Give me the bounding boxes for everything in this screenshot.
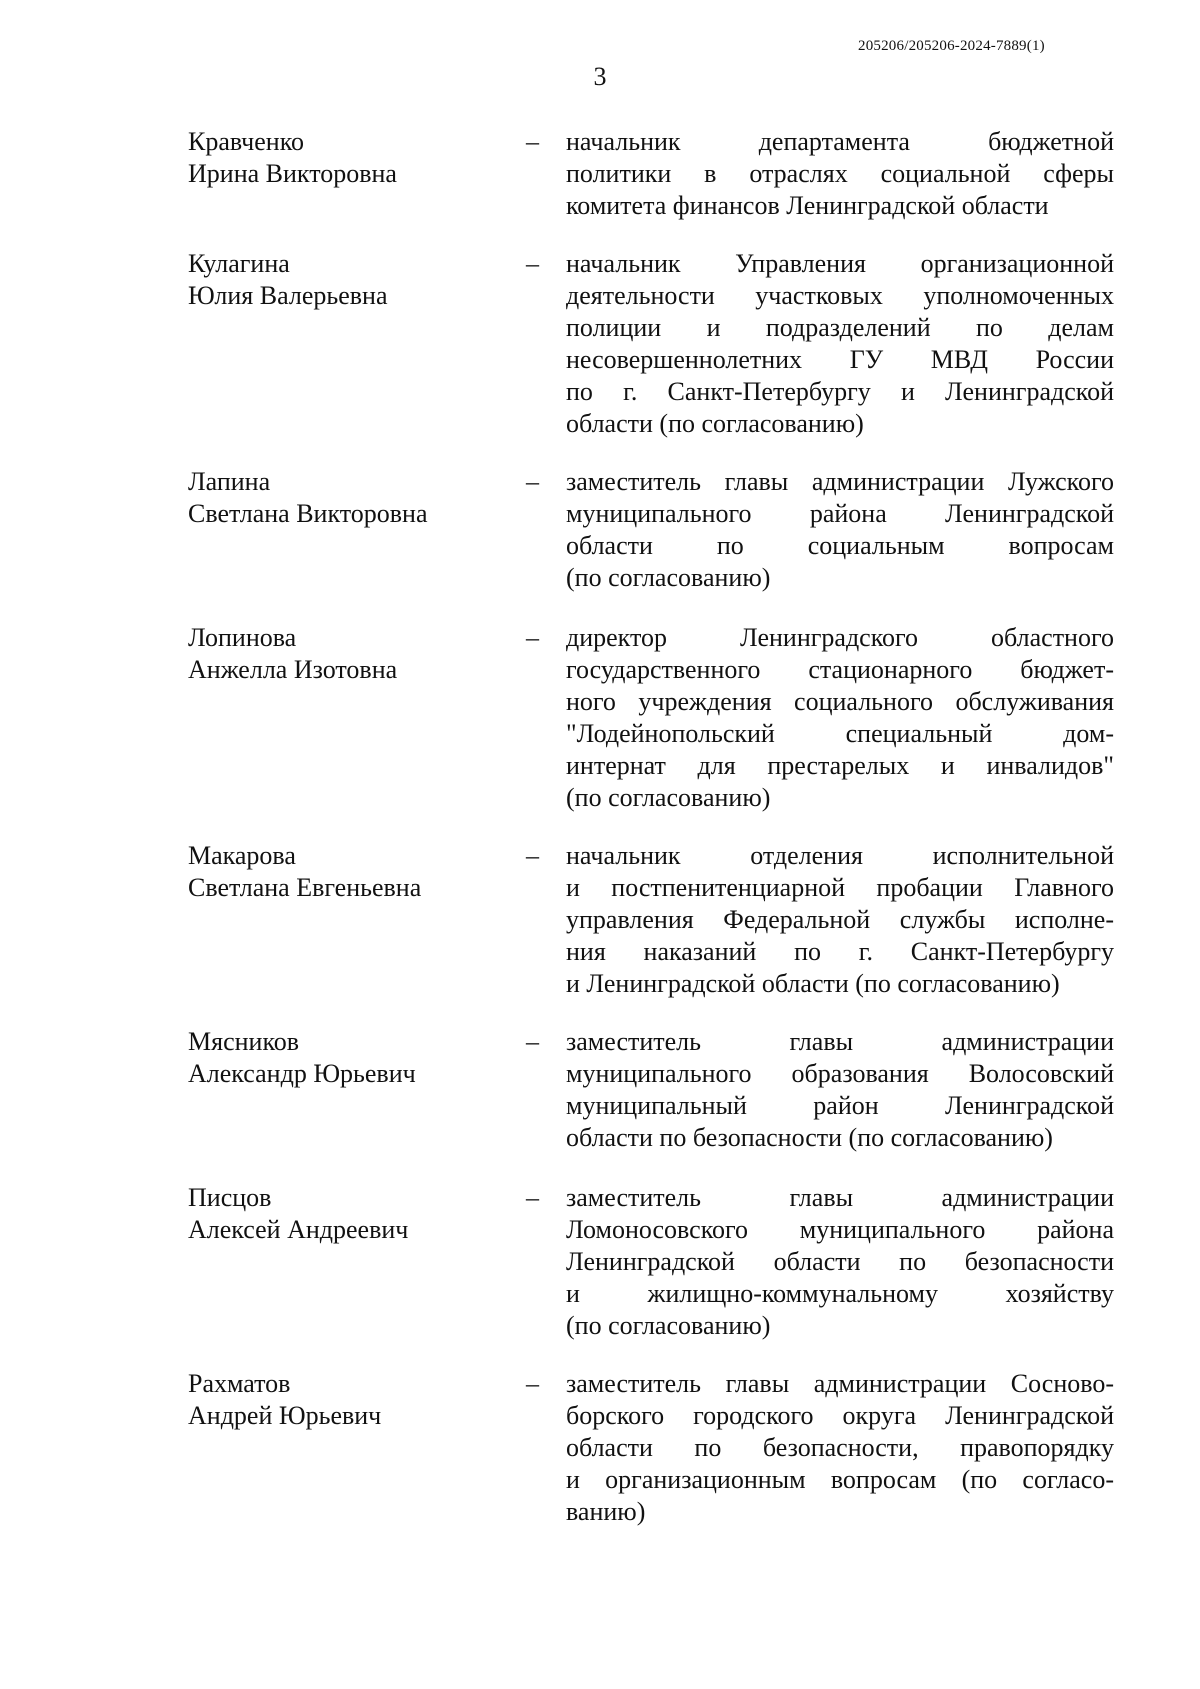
member-name xyxy=(188,840,488,904)
member-role xyxy=(566,1026,1114,1154)
member-given-name: Анжелла Изотовна xyxy=(188,655,398,684)
role-line: (по согласованию) xyxy=(566,783,771,812)
page-number: 3 xyxy=(593,62,607,91)
role-line: борского городского округа Ленинградской xyxy=(566,1401,1114,1430)
role-line: области по безопасности, правопорядку xyxy=(566,1433,1114,1462)
member-role xyxy=(566,1182,1114,1342)
separator-dash: – xyxy=(526,623,539,652)
role-line: и жилищно-коммунальному хозяйству xyxy=(566,1279,1114,1308)
separator-dash: – xyxy=(526,249,539,278)
member-surname: Рахматов xyxy=(188,1369,291,1398)
member-surname: Кулагина xyxy=(188,249,290,278)
role-line: "Лодейнопольский специальный дом- xyxy=(566,719,1114,748)
member-given-name: Светлана Евгеньевна xyxy=(188,873,422,902)
member-surname: Лопинова xyxy=(188,623,297,652)
role-line: области по социальным вопросам xyxy=(566,531,1114,560)
member-entry xyxy=(0,1368,1200,1548)
role-line: по г. Санкт-Петербургу и Ленинградской xyxy=(566,377,1114,406)
separator-dash: – xyxy=(526,1183,539,1212)
role-line: политики в отраслях социальной сферы xyxy=(566,159,1114,188)
member-role xyxy=(566,1368,1114,1528)
role-line: муниципального образования Волосовский xyxy=(566,1059,1114,1088)
role-line: области по безопасности (по согласованию) xyxy=(566,1123,1053,1152)
member-entry xyxy=(0,126,1200,248)
role-line: ния наказаний по г. Санкт-Петербургу xyxy=(566,937,1114,966)
role-line: (по согласованию) xyxy=(566,1311,771,1340)
member-role xyxy=(566,126,1114,222)
role-line: муниципальный район Ленинградской xyxy=(566,1091,1114,1120)
member-entry xyxy=(0,248,1200,466)
role-line: ного учреждения социального обслуживания xyxy=(566,687,1114,716)
role-line: заместитель главы администрации xyxy=(566,1183,1114,1212)
member-role xyxy=(566,840,1114,1000)
role-line: государственного стационарного бюджет- xyxy=(566,655,1114,684)
role-line: и организационным вопросам (по согласо- xyxy=(566,1465,1114,1494)
separator-dash: – xyxy=(526,841,539,870)
member-surname: Макарова xyxy=(188,841,296,870)
member-name xyxy=(188,126,488,190)
member-name xyxy=(188,1182,488,1246)
member-given-name: Светлана Викторовна xyxy=(188,499,428,528)
member-entry xyxy=(0,466,1200,622)
role-line: и постпенитенциарной пробации Главного xyxy=(566,873,1114,902)
member-name xyxy=(188,466,488,530)
member-role xyxy=(566,622,1114,814)
role-line: Ленинградской области по безопасности xyxy=(566,1247,1114,1276)
member-given-name: Александр Юрьевич xyxy=(188,1059,416,1088)
member-entry xyxy=(0,622,1200,840)
member-surname: Мясников xyxy=(188,1027,300,1056)
member-name xyxy=(188,1368,488,1432)
role-line: заместитель главы администрации xyxy=(566,1027,1114,1056)
member-entry xyxy=(0,840,1200,1026)
member-surname: Лапина xyxy=(188,467,271,496)
role-line: несовершеннолетних ГУ МВД России xyxy=(566,345,1114,374)
member-surname: Писцов xyxy=(188,1183,272,1212)
document-registration-number: 205206/205206-2024-7889(1) xyxy=(858,38,1045,54)
member-name xyxy=(188,248,488,312)
member-surname: Кравченко xyxy=(188,127,305,156)
member-role xyxy=(566,248,1114,440)
role-line: полиции и подразделений по делам xyxy=(566,313,1114,342)
separator-dash: – xyxy=(526,127,539,156)
role-line: начальник Управления организационной xyxy=(566,249,1114,278)
member-given-name: Ирина Викторовна xyxy=(188,159,397,188)
role-line: (по согласованию) xyxy=(566,563,771,592)
role-line: заместитель главы администрации Лужского xyxy=(566,467,1114,496)
role-line: начальник отделения исполнительной xyxy=(566,841,1114,870)
role-line: начальник департамента бюджетной xyxy=(566,127,1114,156)
member-given-name: Юлия Валерьевна xyxy=(188,281,388,310)
member-given-name: Алексей Андреевич xyxy=(188,1215,409,1244)
role-line: комитета финансов Ленинградской области xyxy=(566,191,1049,220)
role-line: и Ленинградской области (по согласованию) xyxy=(566,969,1060,998)
member-name xyxy=(188,622,488,686)
role-line: Ломоносовского муниципального района xyxy=(566,1215,1114,1244)
role-line: директор Ленинградского областного xyxy=(566,623,1114,652)
separator-dash: – xyxy=(526,1027,539,1056)
member-name xyxy=(188,1026,488,1090)
role-line: муниципального района Ленинградской xyxy=(566,499,1114,528)
member-entry xyxy=(0,1182,1200,1368)
role-line: заместитель главы администрации Сосново- xyxy=(566,1369,1114,1398)
member-entry xyxy=(0,1026,1200,1182)
separator-dash: – xyxy=(526,1369,539,1398)
role-line: области (по согласованию) xyxy=(566,409,864,438)
member-given-name: Андрей Юрьевич xyxy=(188,1401,382,1430)
role-line: ванию) xyxy=(566,1497,646,1526)
role-line: деятельности участковых уполномоченных xyxy=(566,281,1114,310)
role-line: управления Федеральной службы исполне- xyxy=(566,905,1114,934)
member-role xyxy=(566,466,1114,594)
role-line: интернат для престарелых и инвалидов" xyxy=(566,751,1114,780)
member-list xyxy=(0,126,1200,1548)
separator-dash: – xyxy=(526,467,539,496)
